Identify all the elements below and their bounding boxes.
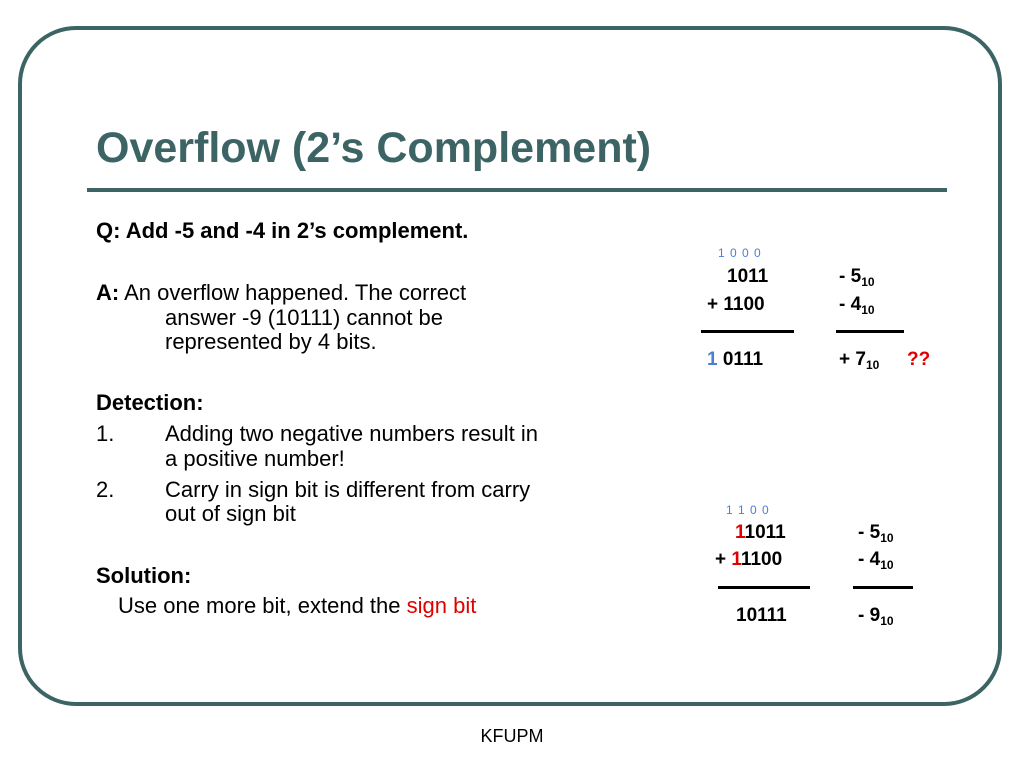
calc1-decimal-result-base: 10 <box>865 358 880 372</box>
calc2-decimal-sum-line <box>853 586 913 589</box>
detection-item-1-line-1: Adding two negative numbers result in <box>165 421 538 446</box>
calc2-plus-sign: + <box>715 549 727 570</box>
calc1-decimal-result <box>839 349 879 372</box>
calc1-operand-1: 1011 <box>727 266 769 287</box>
calc1-overflow-flag: ?? <box>907 349 931 370</box>
answer-line-2: answer -9 (10111) cannot be <box>165 305 444 330</box>
calc2-decimal-2-base: 10 <box>880 558 894 572</box>
calc2-operand-1-extended-bit: 1 <box>735 522 745 543</box>
detection-item-2-number: 2. <box>96 477 115 502</box>
calc1-decimal-2-value: - 4 <box>839 294 862 315</box>
calc1-overflow-carry: 1 <box>707 349 718 370</box>
sign-bit-highlight: sign bit <box>406 593 477 618</box>
calc2-decimal-result <box>858 605 894 628</box>
calc2-decimal-1-base: 10 <box>880 531 894 545</box>
detection-item-1-number: 1. <box>96 421 115 446</box>
slide-title: Overflow (2’s Complement) <box>96 124 652 172</box>
calc2-decimal-1 <box>858 522 894 545</box>
calc2-operand-2-value: 1100 <box>740 549 783 570</box>
solution-line <box>118 593 476 618</box>
answer-line-1 <box>96 280 466 305</box>
answer-label: A: <box>96 280 120 305</box>
calc1-carry-bits: 1 0 0 0 <box>718 246 762 260</box>
calc2-decimal-2-value: - 4 <box>858 549 881 570</box>
calc2-operand-2 <box>715 549 782 571</box>
calc1-operand-2 <box>707 294 765 316</box>
answer-text-1: An overflow happened. The correct <box>124 280 467 305</box>
calc1-decimal-1-base: 10 <box>861 275 875 289</box>
question-text: Q: Add -5 and -4 in 2’s complement. <box>96 218 469 243</box>
calc2-operand-2-extended-bit: 1 <box>731 549 741 570</box>
calc2-operand-1-value: 1011 <box>744 522 786 543</box>
calc1-plus-sign: + <box>707 294 719 315</box>
calc1-decimal-2-base: 10 <box>861 303 875 317</box>
calc1-operand-2-value: 1100 <box>723 294 765 315</box>
calc2-decimal-1-value: - 5 <box>858 522 881 543</box>
calc1-sum-line <box>701 330 794 333</box>
detection-item-2-line-1: Carry in sign bit is different from carry <box>165 477 531 502</box>
calc1-decimal-2 <box>839 294 875 317</box>
answer-line-3: represented by 4 bits. <box>165 329 377 354</box>
detection-item-2-line-2: out of sign bit <box>165 501 296 526</box>
detection-heading: Detection: <box>96 390 204 415</box>
calc1-result-bits: 0111 <box>722 349 764 370</box>
calc2-carry-bits: 1 1 0 0 <box>726 503 770 517</box>
calc1-decimal-1 <box>839 266 875 289</box>
footer-label: KFUPM <box>480 726 544 746</box>
calc1-decimal-1-value: - 5 <box>839 266 862 287</box>
solution-text: Use one more bit, extend the <box>118 593 401 618</box>
calc1-decimal-sum-line <box>836 330 904 333</box>
detection-item-1-line-2: a positive number! <box>165 446 345 471</box>
calc1-result <box>707 349 763 371</box>
calc2-decimal-result-value: - 9 <box>858 605 881 626</box>
calc2-sum-line <box>718 586 810 589</box>
calc2-decimal-2 <box>858 549 894 572</box>
calc2-operand-1 <box>735 522 786 544</box>
solution-heading: Solution: <box>96 563 192 588</box>
calc1-decimal-result-value: + 7 <box>839 349 866 370</box>
calc2-decimal-result-base: 10 <box>880 614 894 628</box>
calc2-result: 10111 <box>736 605 787 626</box>
title-underline <box>87 188 947 192</box>
